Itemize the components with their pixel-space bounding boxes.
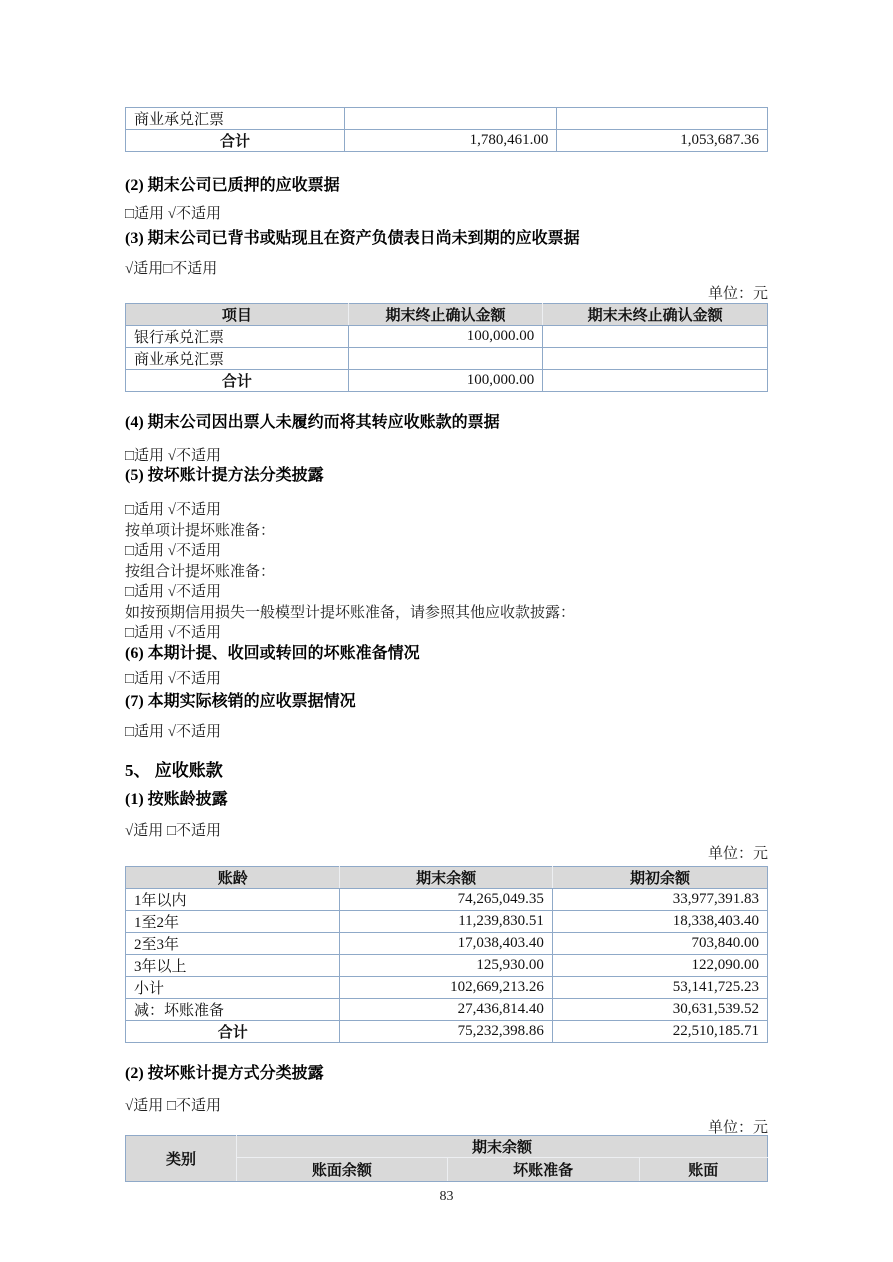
header-cell: 期末未终止确认金额: [543, 304, 768, 326]
table-cell: 合计: [126, 370, 349, 392]
table-row-total: [126, 1020, 768, 1042]
table-row: [126, 888, 768, 910]
applicability-line: □适用 √不适用: [125, 670, 222, 687]
section-4-heading: (4) 期末公司因出票人未履约而将其转应收账款的票据: [125, 414, 500, 431]
header-cell: 账面: [639, 1157, 767, 1181]
text-line: 如按预期信用损失一般模型计提坏账准备，请参照其他应收款披露：: [125, 604, 576, 621]
table-cell: 11,239,830.51: [340, 910, 553, 932]
table-cell: 商业承兑汇票: [126, 348, 349, 370]
page-content: [125, 107, 768, 1205]
unit-label: 单位：元: [707, 286, 768, 302]
table-row: [126, 910, 768, 932]
table-cell: [557, 108, 768, 130]
header-cell: 账面余额: [237, 1157, 448, 1181]
table-row-total: [126, 130, 768, 152]
section-3-heading: (3) 期末公司已背书或贴现且在资产负债表日尚未到期的应收票据: [125, 230, 580, 247]
table-header-row: [126, 1135, 768, 1157]
table-header-row: [126, 866, 768, 888]
applicability-line: □适用 √不适用: [125, 206, 222, 222]
section-5-heading: (5) 按坏账计提方法分类披露: [125, 467, 324, 484]
table-cell: 22,510,185.71: [552, 1020, 767, 1042]
table-cell: 1至2年: [126, 910, 340, 932]
endorsed-bills-table: [125, 303, 768, 392]
table-cell: 1年以内: [126, 888, 340, 910]
table-cell: 减：坏账准备: [126, 998, 340, 1020]
aging-table: [125, 866, 768, 1043]
applicability-line: □适用 √不适用: [125, 502, 222, 518]
table-cell: 75,232,398.86: [340, 1020, 553, 1042]
applicability-line: □适用 √不适用: [125, 584, 222, 600]
table-cell: 74,265,049.35: [340, 888, 553, 910]
provision-method-heading: (2) 按坏账计提方式分类披露: [125, 1064, 324, 1082]
table-cell: [348, 348, 543, 370]
table-cell: 1,780,461.00: [344, 130, 557, 152]
applicability-line: √适用□不适用: [125, 261, 218, 277]
table-cell: 122,090.00: [552, 954, 767, 976]
table-cell: 合计: [126, 130, 345, 152]
table-cell: 102,669,213.26: [340, 976, 553, 998]
table-cell: [543, 370, 768, 392]
header-cell: 期末余额: [237, 1135, 768, 1157]
header-cell: 坏账准备: [447, 1157, 639, 1181]
text-line: 按组合计提坏账准备：: [125, 563, 276, 580]
table-cell: [543, 326, 768, 348]
applicability-line: √适用 □不适用: [125, 1097, 222, 1114]
table-row: [126, 954, 768, 976]
section-2-heading: (2) 期末公司已质押的应收票据: [125, 177, 340, 194]
table-cell: 2至3年: [126, 932, 340, 954]
table-row: [126, 348, 768, 370]
header-cell: 项目: [126, 304, 349, 326]
applicability-line: □适用 √不适用: [125, 448, 222, 464]
table-cell: 17,038,403.40: [340, 932, 553, 954]
table-cell: 1,053,687.36: [557, 130, 768, 152]
table-cell: 53,141,725.23: [552, 976, 767, 998]
table-cell: [344, 108, 557, 130]
aging-disclosure-heading: (1) 按账龄披露: [125, 790, 228, 808]
table-cell: 18,338,403.40: [552, 910, 767, 932]
table-cell: 合计: [126, 1020, 340, 1042]
table-cell: [543, 348, 768, 370]
table-cell: 银行承兑汇票: [126, 326, 349, 348]
table-cell: 100,000.00: [348, 370, 543, 392]
section-5-lines: [125, 500, 768, 644]
accounts-receivable-heading: 5、 应收账款: [125, 760, 223, 780]
text-line: 按单项计提坏账准备：: [125, 522, 276, 539]
table-cell: 30,631,539.52: [552, 998, 767, 1020]
header-cell: 期末余额: [340, 866, 553, 888]
table-row: [126, 976, 768, 998]
table-row: [126, 326, 768, 348]
applicability-line: □适用 √不适用: [125, 723, 222, 740]
applicability-line: □适用 √不适用: [125, 625, 222, 641]
table-row: [126, 932, 768, 954]
header-cell: 期末终止确认金额: [348, 304, 543, 326]
unit-label: 单位：元: [707, 845, 768, 862]
table-cell: 27,436,814.40: [340, 998, 553, 1020]
unit-label: 单位：元: [707, 1119, 768, 1136]
table-cell: 100,000.00: [348, 326, 543, 348]
provision-method-table-fragment: [125, 1135, 768, 1182]
table-row: [126, 998, 768, 1020]
section-6-heading: (6) 本期计提、收回或转回的坏账准备情况: [125, 644, 420, 662]
section-7-heading: (7) 本期实际核销的应收票据情况: [125, 692, 356, 710]
applicability-line: □适用 √不适用: [125, 543, 222, 559]
table-header-row: [126, 304, 768, 326]
table-cell: 125,930.00: [340, 954, 553, 976]
table-row-total: [126, 370, 768, 392]
table-cell: 商业承兑汇票: [126, 108, 345, 130]
bills-total-table-fragment: [125, 107, 768, 152]
header-cell: 账龄: [126, 866, 340, 888]
page-number: 83: [439, 1188, 454, 1204]
header-cell: 类别: [126, 1135, 237, 1181]
table-cell: 3年以上: [126, 954, 340, 976]
table-cell: 小计: [126, 976, 340, 998]
table-cell: 703,840.00: [552, 932, 767, 954]
applicability-line: √适用 □不适用: [125, 822, 222, 839]
table-row: [126, 108, 768, 130]
table-cell: 33,977,391.83: [552, 888, 767, 910]
header-cell: 期初余额: [552, 866, 767, 888]
